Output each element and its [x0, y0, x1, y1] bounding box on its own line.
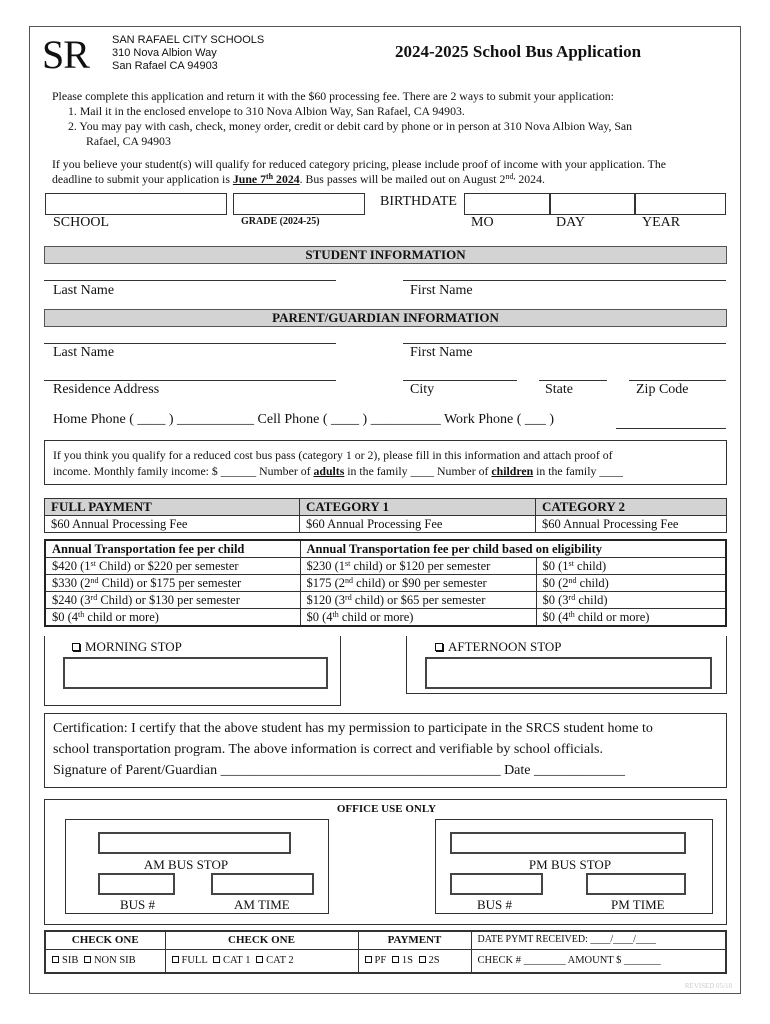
reduced-cost-line1: If you think you qualify for a reduced cost bus pass (category 1 or 2), please fill in this information and attach proof of	[53, 448, 613, 462]
category2-header: CATEGORY 2	[536, 499, 727, 516]
cell-text: $330 (2	[52, 576, 91, 590]
cat1-fee-cell	[300, 592, 536, 609]
cell-sup: rd	[90, 593, 98, 602]
cell-sup: st	[568, 559, 574, 568]
cell-sup: rd	[345, 593, 352, 602]
am-bus-number-input[interactable]	[98, 873, 175, 895]
state-input[interactable]	[539, 363, 607, 381]
office-bottom-table	[44, 930, 727, 974]
mail-note: . Bus passes will be mailed out on August 2	[299, 172, 506, 186]
cell-sup: th	[332, 610, 339, 619]
cell-text: child or more)	[338, 610, 414, 624]
reduced-fee-header: Annual Transportation fee per child based on eligibility	[300, 540, 726, 558]
sib-checkbox[interactable]	[52, 956, 59, 963]
adults-prompt: in the family ____ Number of	[344, 464, 492, 478]
mail-sup: nd,	[505, 172, 516, 181]
cat2-fee-cell	[536, 592, 726, 609]
cell-text: child or more)	[574, 610, 650, 624]
full-fee-cell	[45, 592, 300, 609]
intro-item-2-text: You may pay with cash, check, money order, credit or debit card by phone or in person at 310 Nova Albion Way, San	[79, 119, 633, 133]
intro-item-2-num: 2.	[68, 119, 77, 133]
intro-item-1-text: Mail it in the enclosed envelope to 310 Nova Albion Way, San Rafael, CA 94903.	[79, 104, 465, 118]
page-title: 2024-2025 School Bus Application	[395, 42, 642, 61]
grade-input[interactable]	[233, 193, 365, 215]
cat2-fee-cell	[536, 558, 726, 575]
check-one-header-2: CHECK ONE	[165, 931, 358, 949]
non-sib-label: NON SIB	[93, 954, 136, 966]
am-bus-stop-label: AM BUS STOP	[143, 857, 229, 872]
cat2-processing-fee: $60 Annual Processing Fee	[536, 516, 727, 533]
cell-sup: th	[568, 610, 575, 619]
intro-item-1-num: 1.	[68, 104, 77, 118]
intro-item-2	[52, 119, 732, 134]
student-last-name-label: Last Name	[53, 283, 115, 298]
school-input[interactable]	[45, 193, 227, 215]
parent-section-header: PARENT/GUARDIAN INFORMATION	[44, 309, 727, 327]
cell-sup: th	[78, 610, 85, 619]
cell-sup: nd	[90, 576, 99, 585]
zip-label: Zip Code	[636, 382, 689, 397]
check-amount-cell: CHECK # ________ AMOUNT $ _______	[471, 949, 726, 973]
reduced-cost-line2	[53, 463, 718, 479]
address-label: Residence Address	[53, 382, 160, 397]
zip-input[interactable]	[629, 363, 726, 381]
am-section	[65, 819, 329, 914]
cell-text: child or more)	[84, 610, 159, 624]
org-name: SAN RAFAEL CITY SCHOOLS	[112, 34, 265, 46]
parent-last-name-input[interactable]	[44, 327, 336, 344]
reduced-note-line1: If you believe your student(s) will qualify for reduced category pricing, please include proof of income with your application. The	[52, 157, 667, 171]
full-fee-header: Annual Transportation fee per child	[45, 540, 300, 558]
table-row	[45, 558, 726, 575]
fee-table	[44, 498, 727, 533]
2s-checkbox[interactable]	[419, 956, 426, 963]
cell-text: $0 (4	[542, 610, 569, 624]
payment-header: PAYMENT	[358, 931, 471, 949]
cat1-checkbox[interactable]	[213, 956, 220, 963]
pm-time-input[interactable]	[586, 873, 686, 895]
deadline	[233, 172, 300, 186]
application-form	[29, 26, 741, 994]
school-label: SCHOOL	[53, 215, 110, 230]
cell-text: child) or $65 per semester	[351, 593, 486, 607]
student-section-header: STUDENT INFORMATION	[44, 246, 727, 264]
phone-line: Home Phone ( ____ ) ___________ Cell Phone ( ____ ) __________ Work Phone ( ___ )	[53, 412, 555, 427]
parent-first-name-input[interactable]	[403, 327, 726, 344]
org-address-line2: San Rafael CA 94903	[112, 60, 218, 72]
payment-options	[358, 949, 471, 973]
sib-label: SIB	[62, 954, 79, 966]
table-row	[45, 592, 726, 609]
full-label: FULL	[181, 954, 208, 966]
pf-checkbox[interactable]	[365, 956, 372, 963]
pm-bus-number-input[interactable]	[450, 873, 543, 895]
student-first-name-label: First Name	[410, 283, 473, 298]
intro-item-1	[52, 104, 732, 119]
afternoon-stop-box	[406, 636, 727, 694]
deadline-sup: th	[265, 172, 274, 181]
birth-year-input[interactable]	[635, 193, 726, 215]
student-first-name-input[interactable]	[403, 264, 726, 281]
1s-label: 1S	[401, 954, 413, 966]
morning-stop-box	[44, 636, 341, 706]
cat2-checkbox[interactable]	[256, 956, 263, 963]
state-label: State	[545, 382, 573, 397]
full-payment-header: FULL PAYMENT	[45, 499, 300, 516]
checkbox-icon[interactable]	[435, 643, 443, 651]
intro	[52, 89, 732, 187]
cell-text: child)	[573, 559, 607, 573]
reduced-note-text: deadline to submit your application is	[52, 172, 233, 186]
full-fee-cell	[45, 558, 300, 575]
cat1-processing-fee: $60 Annual Processing Fee	[300, 516, 536, 533]
parent-first-name-label: First Name	[410, 345, 473, 360]
grade-label: GRADE (2024-25)	[241, 216, 320, 227]
pm-time-label: PM TIME	[611, 897, 665, 912]
category-options	[165, 949, 358, 973]
category1-header: CATEGORY 1	[300, 499, 536, 516]
revised-note: REVISED 05/18	[684, 982, 732, 990]
pf-label: PF	[374, 954, 387, 966]
reduced-note-line2	[52, 172, 732, 187]
full-processing-fee: $60 Annual Processing Fee	[45, 516, 300, 533]
cat2-fee-cell	[536, 609, 726, 627]
cell-text: $230 (1	[306, 559, 346, 573]
morning-stop-input[interactable]	[63, 657, 328, 689]
logo: SR	[42, 32, 89, 77]
morning-stop-label[interactable]	[72, 639, 182, 655]
birth-day-input[interactable]	[550, 193, 635, 215]
deadline-year: 2024	[273, 172, 300, 186]
residence-address-input[interactable]	[44, 363, 336, 381]
reduced-cost-box	[44, 440, 727, 485]
student-last-name-input[interactable]	[44, 264, 336, 281]
cell-text: $175 (2	[306, 576, 346, 590]
cell-text: $0 (1	[542, 559, 569, 573]
certification-box	[44, 713, 727, 788]
table-row	[45, 609, 726, 627]
month-label: MO	[471, 215, 494, 230]
city-label: City	[410, 382, 435, 397]
cell-text: child)	[575, 593, 608, 607]
cat1-fee-cell	[300, 575, 536, 592]
cell-text: $0 (2	[542, 576, 569, 590]
am-bus-number-label: BUS #	[120, 897, 156, 912]
org-info	[112, 34, 264, 73]
afternoon-stop-label[interactable]	[435, 639, 562, 655]
office-use-box	[44, 799, 727, 925]
children-label: children	[491, 464, 534, 478]
cell-text: $0 (4	[306, 610, 333, 624]
am-time-label: AM TIME	[234, 897, 290, 912]
cell-text: child) or $90 per semester	[353, 576, 487, 590]
morning-stop-text: MORNING STOP	[85, 639, 182, 654]
cell-text: $240 (3	[52, 593, 91, 607]
cell-text: $120 (3	[306, 593, 346, 607]
pm-bus-stop-label: PM BUS STOP	[528, 857, 612, 872]
intro-text: Please complete this application and return it with the $60 processing fee. There are 2 ways to submit your application:	[52, 89, 614, 103]
year-label: YEAR	[642, 215, 681, 230]
pm-bus-number-label: BUS #	[477, 897, 513, 912]
cell-sup: nd	[568, 576, 577, 585]
check-one-header-1: CHECK ONE	[45, 931, 165, 949]
sib-options	[45, 949, 165, 973]
adults-label: adults	[313, 464, 345, 478]
cell-sup: st	[345, 559, 351, 568]
intro-item-2-cont: Rafael, CA 94903	[86, 134, 171, 148]
certification-line2: school transportation program. The above information is correct and verifiable by school officials.	[53, 742, 603, 757]
transport-fee-table	[44, 539, 727, 627]
office-use-title: OFFICE USE ONLY	[336, 803, 437, 815]
cat2-fee-cell	[536, 575, 726, 592]
checkbox-icon[interactable]	[72, 643, 80, 651]
full-checkbox[interactable]	[172, 956, 179, 963]
income-prompt: income. Monthly family income: $ ______ Number of	[53, 464, 314, 478]
cat2-label: CAT 2	[266, 954, 294, 966]
table-row	[45, 575, 726, 592]
cat1-fee-cell	[300, 609, 536, 627]
full-fee-cell	[45, 609, 300, 627]
pm-bus-stop-input[interactable]	[450, 832, 686, 854]
date-received-cell: DATE PYMT RECEIVED: ____/____/____	[471, 931, 726, 949]
cell-text: $0 (4	[52, 610, 79, 624]
pm-section	[435, 819, 713, 914]
cell-text: $0 (3	[542, 593, 569, 607]
cell-sup: st	[90, 559, 96, 568]
mail-year: 2024.	[515, 172, 545, 186]
org-address-line1: 310 Nova Albion Way	[112, 47, 217, 59]
parent-last-name-label: Last Name	[53, 345, 115, 360]
cell-sup: nd	[345, 576, 354, 585]
signature-line: Signature of Parent/Guardian ________________________________________ Date _____________	[53, 763, 625, 778]
afternoon-stop-text: AFTERNOON STOP	[448, 639, 562, 654]
afternoon-stop-input[interactable]	[425, 657, 712, 689]
cat1-label: CAT 1	[223, 954, 251, 966]
cell-text: Child) or $175 per semester	[98, 576, 242, 590]
cell-text: Child) or $130 per semester	[97, 593, 240, 607]
am-bus-stop-input[interactable]	[98, 832, 291, 854]
2s-label: 2S	[428, 954, 440, 966]
birthdate-label: BIRTHDATE	[380, 194, 457, 209]
cell-text: Child) or $220 per semester	[95, 559, 239, 573]
work-phone-input[interactable]	[616, 411, 726, 429]
cell-sup: rd	[568, 593, 576, 602]
cell-text: child) or $120 per semester	[350, 559, 491, 573]
1s-checkbox[interactable]	[392, 956, 399, 963]
deadline-date: June 7	[232, 172, 266, 186]
day-label: DAY	[556, 215, 586, 230]
certification-line1: Certification: I certify that the above student has my permission to participate in the SRCS student home to	[53, 721, 653, 736]
cell-text: child)	[576, 576, 609, 590]
city-input[interactable]	[403, 363, 517, 381]
am-time-input[interactable]	[211, 873, 314, 895]
birth-month-input[interactable]	[464, 193, 550, 215]
full-fee-cell	[45, 575, 300, 592]
non-sib-checkbox[interactable]	[84, 956, 91, 963]
cell-text: $420 (1	[52, 559, 91, 573]
children-prompt: in the family ____	[533, 464, 623, 478]
cat1-fee-cell	[300, 558, 536, 575]
